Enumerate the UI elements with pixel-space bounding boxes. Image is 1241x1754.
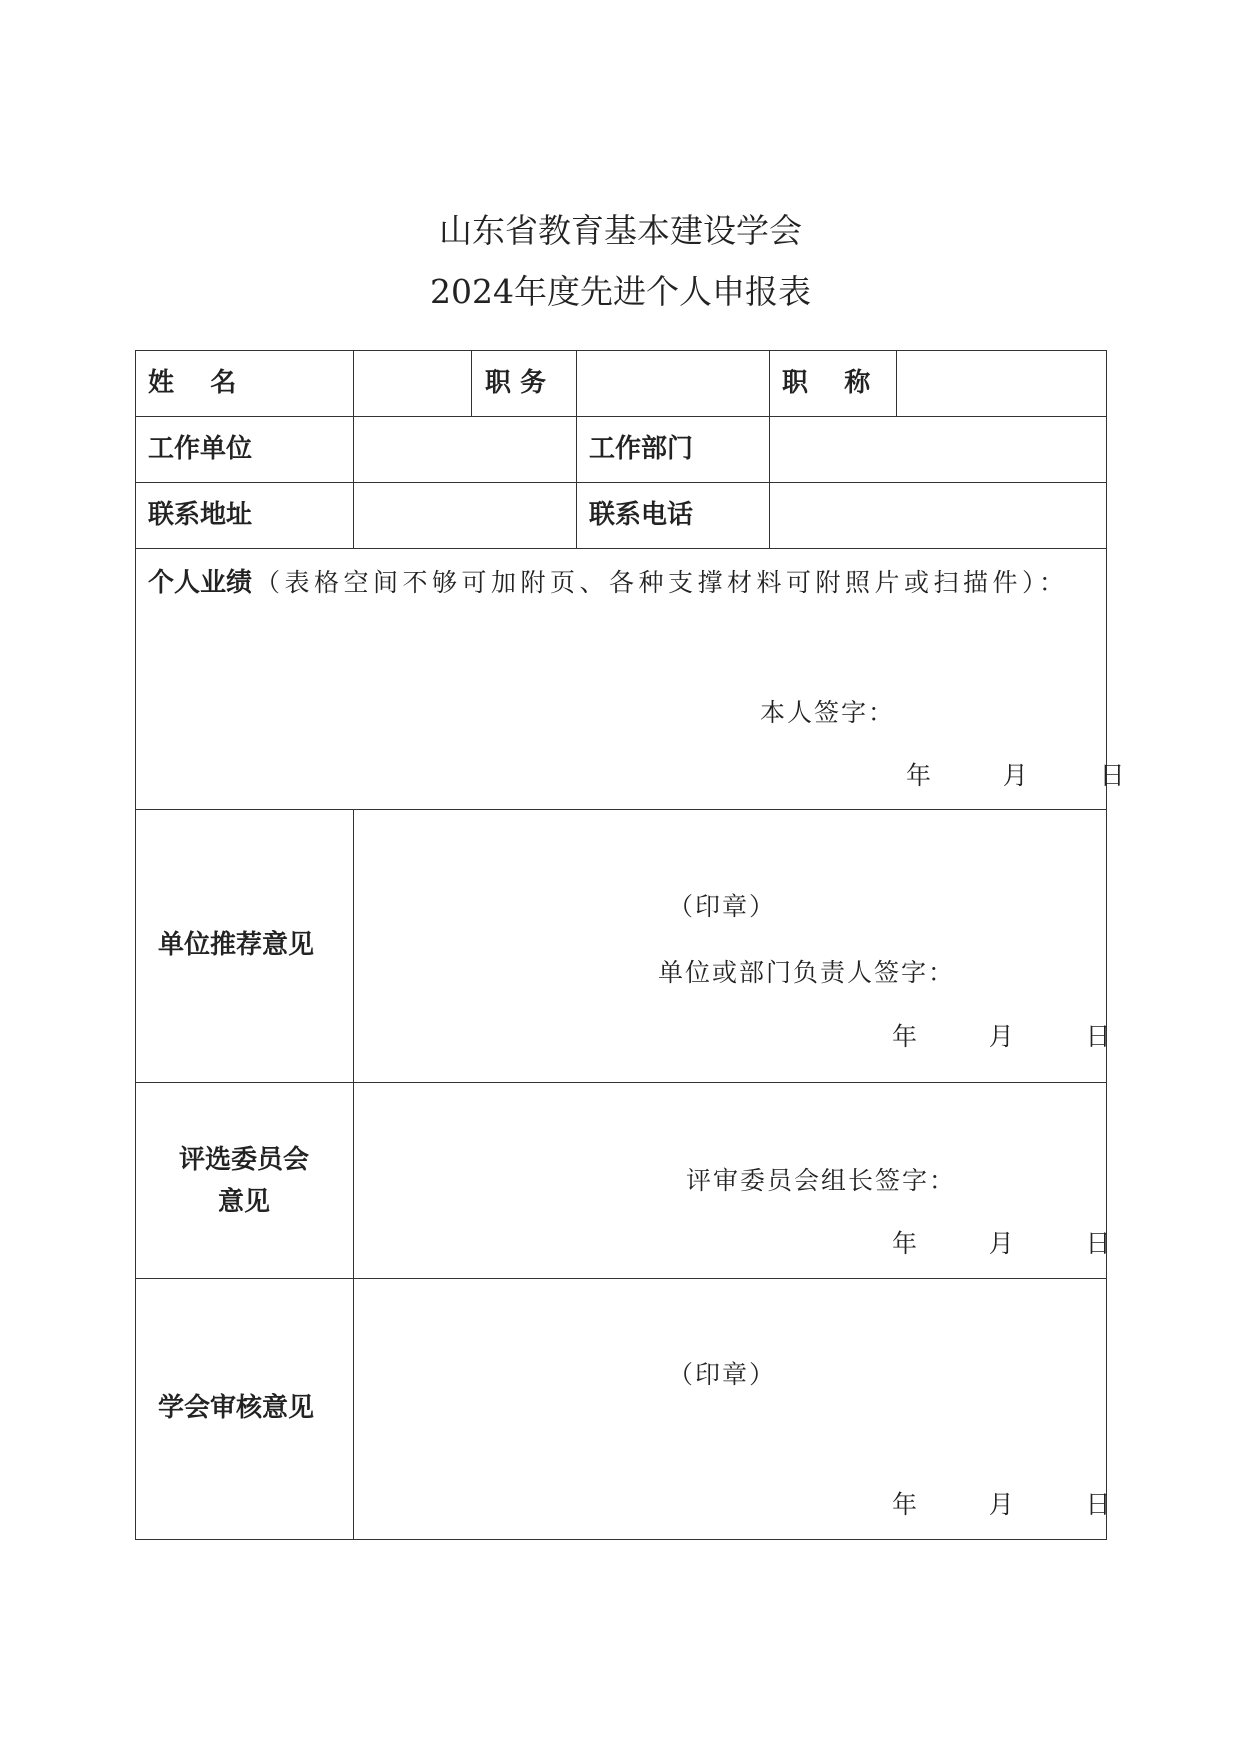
col-divider	[471, 350, 472, 416]
achievements-label: 个人业绩	[148, 568, 253, 598]
form-title-line1: 山东省教育基本建设学会	[439, 211, 802, 250]
society-review-label: 学会审核意见	[158, 1393, 315, 1423]
row-divider	[135, 548, 1107, 549]
work-unit-field[interactable]	[354, 417, 575, 481]
row-divider	[135, 1082, 1107, 1083]
address-field[interactable]	[354, 483, 575, 547]
address-label: 联系地址	[148, 500, 253, 530]
seal-placeholder: （印章）	[668, 1360, 777, 1389]
department-label: 工作部门	[589, 434, 694, 464]
row-divider	[135, 809, 1107, 810]
col-divider	[353, 809, 354, 1540]
position-field[interactable]	[577, 351, 768, 415]
committee-label-line1: 评选委员会	[178, 1145, 309, 1175]
rank-field[interactable]	[897, 351, 1105, 415]
rank-label: 职 称	[782, 368, 871, 398]
self-signature-label: 本人签字：	[760, 698, 896, 727]
department-field[interactable]	[770, 417, 1105, 481]
unit-head-signature-label: 单位或部门负责人签字：	[658, 958, 956, 987]
work-unit-label: 工作单位	[148, 434, 253, 464]
phone-label: 联系电话	[589, 500, 694, 530]
date-line: 年 月 日	[892, 1229, 1119, 1258]
row-divider	[135, 1278, 1107, 1279]
committee-signature-label: 评审委员会组长签字：	[686, 1166, 957, 1195]
date-line: 年 月 日	[906, 761, 1133, 790]
position-label: 职 务	[485, 368, 547, 398]
form-title-line2: 2024年度先进个人申报表	[430, 272, 811, 311]
date-line: 年 月 日	[892, 1022, 1119, 1051]
name-label: 姓 名	[148, 368, 237, 398]
name-field[interactable]	[354, 351, 470, 415]
unit-recommend-label: 单位推荐意见	[158, 930, 315, 960]
committee-label-line2: 意见	[217, 1187, 270, 1217]
seal-placeholder: （印章）	[668, 892, 777, 921]
phone-field[interactable]	[770, 483, 1105, 547]
achievements-note: （表格空间不够可加附页、各种支撑材料可附照片或扫描件）：	[255, 568, 1069, 597]
date-line: 年 月 日	[892, 1490, 1119, 1519]
